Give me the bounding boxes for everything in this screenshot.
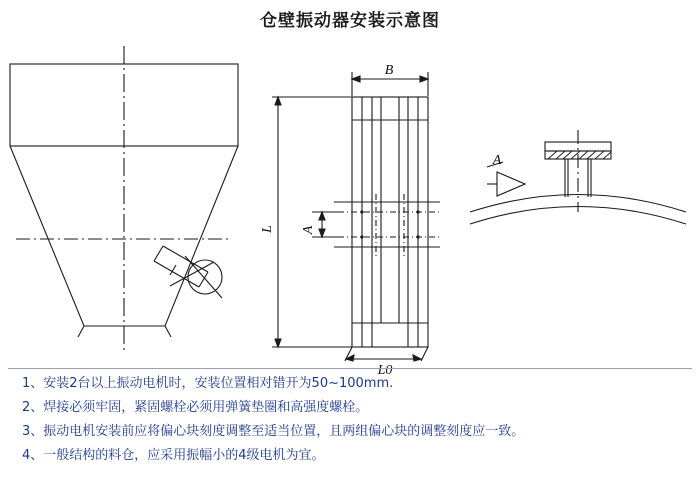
- note-item-3: 3、振动电机安装前应将偏心块刻度调整至适当位置，且两组偏心块的调整刻度应一致。: [22, 424, 525, 439]
- dim-label-a: A: [301, 225, 316, 235]
- dim-label-l: L: [260, 225, 275, 233]
- note-item-4: 4、一般结构的料仓，应采用振幅小的4级电机为宜。: [22, 448, 325, 463]
- note-item-2: 2、焊接必须牢固，紧固螺栓必须用弹簧垫圈和高强度螺栓。: [22, 400, 369, 415]
- mount-plate-ribs: [362, 97, 418, 347]
- note-item-1: 1、安装2台以上振动电机时，安装位置相对错开为50~100mm.: [22, 376, 394, 391]
- page-title: 仓壁振动器安装示意图: [260, 11, 440, 31]
- dim-label-b: B: [384, 63, 394, 78]
- notes-divider: [8, 368, 692, 369]
- notes-section: [0, 368, 700, 477]
- technical-drawing: [0, 34, 700, 378]
- dimension-l0: [345, 347, 428, 361]
- detail-hatching: [548, 151, 611, 159]
- dimension-l: [272, 97, 352, 347]
- dim-label-l0: L0: [377, 363, 393, 378]
- detail-label-a: A: [492, 153, 502, 168]
- mount-plate-holes: [360, 210, 419, 238]
- drawing-svg: [0, 34, 700, 378]
- hopper-vibrator-assembly: [154, 246, 222, 298]
- mount-plate-outline: [352, 97, 428, 347]
- mount-plate-bands: [334, 120, 440, 323]
